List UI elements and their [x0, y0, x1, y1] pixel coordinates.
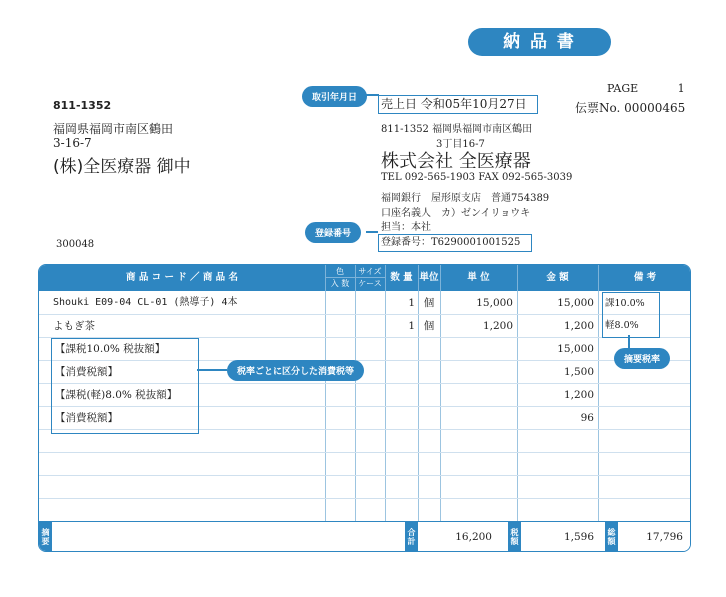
- unit-price: 15,000: [476, 297, 513, 309]
- page-label: PAGE: [607, 82, 639, 95]
- header-note: 備 考: [633, 272, 657, 283]
- callout-date-connector: [365, 94, 379, 96]
- issuer-account-holder: 口座名義人 カ）ゼンイリョウキ: [381, 208, 531, 219]
- callout-tax-connector: [197, 369, 227, 371]
- callout-registration: 登録番号: [305, 222, 361, 243]
- amount: 96: [580, 412, 594, 424]
- slip-number: [575, 99, 685, 116]
- sogaku-label: 総額: [605, 522, 618, 551]
- amount: 1,200: [563, 389, 594, 401]
- page-number: 1: [677, 82, 685, 95]
- tax-summary-highlight: [51, 338, 199, 434]
- issuer-address1: 811-1352 福岡県福岡市南区鶴田: [381, 124, 533, 135]
- issuer-tel-fax: TEL 092-565-1903 FAX 092-565-3039: [381, 172, 573, 183]
- product-name: Shouki E09-04 CL-01 (熱導子) 4本: [53, 297, 238, 308]
- quantity: 1: [408, 320, 415, 332]
- callout-transaction-date: 取引年月日: [302, 86, 367, 107]
- note-rate-2: 軽8.0%: [605, 320, 639, 331]
- note-rate-1: 課10.0%: [605, 298, 645, 309]
- gokei-label: 合計: [405, 522, 418, 551]
- header-qty: 数 量: [390, 272, 413, 283]
- callout-tax-by-rate: 税率ごとに区分した消費税等: [227, 360, 364, 381]
- table-footer: [39, 521, 690, 551]
- total-value: 17,796: [646, 531, 683, 543]
- tekiyo-label: 摘要: [39, 522, 52, 551]
- issuer-address2: 3丁目16-7: [436, 139, 485, 150]
- zeigaku-label: 税額: [508, 522, 521, 551]
- header-divider: [440, 265, 441, 291]
- header-subdivider: [325, 277, 385, 278]
- header-divider: [418, 265, 419, 291]
- tax-summary-label: 【消費税額】: [55, 366, 118, 378]
- customer-address1: 福岡県福岡市南区鶴田: [53, 122, 174, 136]
- header-divider: [325, 265, 326, 291]
- customer-code: 300048: [56, 239, 95, 250]
- header-divider: [517, 265, 518, 291]
- page-indicator: [607, 82, 685, 95]
- document-title: 納 品 書: [468, 28, 611, 56]
- header-unit: 単位: [419, 272, 439, 283]
- header-irisu: 入 数: [330, 279, 350, 288]
- amount: 15,000: [557, 343, 594, 355]
- tax-value: 1,596: [563, 531, 594, 543]
- sale-date-label: 売上日: [381, 97, 418, 111]
- tax-summary-label: 【消費税額】: [55, 412, 118, 424]
- header-unit-price: 単 位: [467, 272, 490, 283]
- header-product: 商 品 コ ー ド ／ 商 品 名: [126, 272, 238, 283]
- unit: 個: [423, 297, 435, 309]
- issuer-company: 株式会社 全医療器: [381, 151, 531, 172]
- row-divider: [39, 452, 690, 453]
- amount: 1,500: [563, 366, 594, 378]
- header-amount: 金 額: [546, 272, 569, 283]
- tax-summary-label: 【課税10.0% 税抜額】: [55, 343, 166, 355]
- header-divider: [598, 265, 599, 291]
- customer-name: (株)全医療器 御中: [53, 157, 191, 177]
- header-case: ケース: [358, 279, 382, 288]
- sale-date-value: 令和05年10月27日: [420, 97, 527, 111]
- amount: 15,000: [557, 297, 594, 309]
- row-divider: [39, 498, 690, 499]
- customer-address2: 3-16-7: [53, 136, 92, 150]
- amount: 1,200: [563, 320, 594, 332]
- callout-note-connector: [628, 335, 630, 348]
- subtotal-value: 16,200: [455, 531, 492, 543]
- unit-price: 1,200: [482, 320, 513, 332]
- issuer-bank: 福岡銀行 屋形原支店 普通754389: [381, 193, 550, 204]
- quantity: 1: [408, 297, 415, 309]
- slip-value: 00000465: [624, 101, 686, 115]
- slip-label: 伝票No.: [575, 101, 621, 115]
- product-name: よもぎ茶: [53, 320, 95, 332]
- issuer-person: 担当：本社: [381, 222, 431, 233]
- sale-date-box: [378, 95, 538, 114]
- customer-postal: 811-1352: [53, 99, 112, 112]
- callout-note-rate: 摘要税率: [614, 348, 670, 369]
- header-divider: [355, 265, 356, 291]
- items-table: [38, 264, 691, 552]
- registration-number-box: 登録番号：T6290001001525: [378, 234, 532, 252]
- row-divider: [39, 475, 690, 476]
- callout-reg-connector: [366, 231, 378, 233]
- header-size: サイズ: [358, 267, 382, 276]
- tax-summary-label: 【課税(軽)8.0% 税抜額】: [55, 389, 178, 401]
- header-divider: [385, 265, 386, 291]
- table-header: [39, 265, 690, 291]
- header-color: 色: [336, 267, 344, 276]
- unit: 個: [423, 320, 435, 332]
- note-rate-highlight: [602, 292, 660, 338]
